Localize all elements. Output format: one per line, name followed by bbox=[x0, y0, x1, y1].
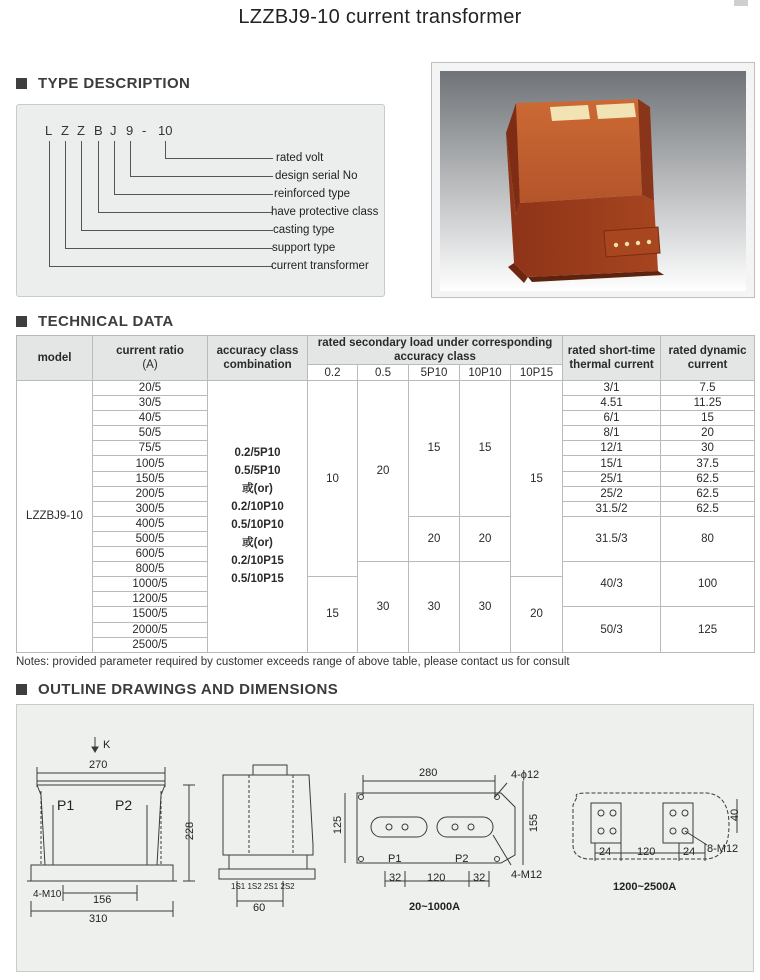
range-label-large: 1200~2500A bbox=[613, 881, 677, 893]
thermal-cell: 12/1 bbox=[563, 441, 661, 456]
dim-310: 310 bbox=[89, 913, 108, 925]
ratio-cell: 75/5 bbox=[93, 441, 208, 456]
k-arrowhead bbox=[92, 747, 98, 752]
header-class: 10P15 bbox=[511, 365, 563, 381]
thermal-cell: 40/3 bbox=[563, 562, 661, 607]
dim-24-right: 24 bbox=[683, 846, 696, 858]
dim-k: K bbox=[103, 739, 111, 751]
type-meaning: design serial No bbox=[275, 170, 358, 182]
dynamic-cell: 20 bbox=[661, 426, 755, 441]
ratio-cell: 150/5 bbox=[93, 471, 208, 486]
thermal-cell: 15/1 bbox=[563, 456, 661, 471]
technical-data-table bbox=[16, 335, 755, 653]
label-p1-top: P1 bbox=[388, 853, 402, 865]
dynamic-cell: 80 bbox=[661, 516, 755, 561]
dim-156: 156 bbox=[93, 894, 112, 906]
outline-title: OUTLINE DRAWINGS AND DIMENSIONS bbox=[38, 681, 339, 698]
code-char: - bbox=[142, 123, 147, 138]
mount-hole bbox=[359, 857, 364, 862]
dynamic-cell: 100 bbox=[661, 562, 755, 607]
code-char: J bbox=[110, 123, 117, 138]
table-notes: Notes: provided parameter required by customer exceeds range of above table, please contact us for consult bbox=[16, 656, 570, 668]
type-description-box bbox=[16, 104, 385, 297]
dim-phi12: 4-ϕ12 bbox=[511, 769, 540, 781]
type-meaning: casting type bbox=[273, 224, 335, 236]
accuracy-line: 0.2/10P15 bbox=[231, 555, 284, 568]
dim-270: 270 bbox=[89, 759, 108, 771]
code-char: B bbox=[94, 123, 103, 138]
secondary-terminals: 1S1 1S2 2S1 2S2 bbox=[231, 882, 295, 891]
load-cell: 10 bbox=[308, 381, 358, 577]
terminal-hole bbox=[468, 824, 474, 830]
page-title: LZZBJ9-10 current transformer bbox=[238, 6, 522, 28]
primary-block bbox=[663, 803, 693, 843]
dynamic-cell: 7.5 bbox=[661, 381, 755, 396]
primary-p2 bbox=[437, 817, 493, 837]
header-model: model bbox=[17, 336, 93, 381]
leader-m12 bbox=[493, 835, 511, 865]
primary-p1 bbox=[371, 817, 427, 837]
side-terminal-block bbox=[229, 855, 307, 869]
dynamic-cell: 62.5 bbox=[661, 486, 755, 501]
ratio-cell: 1000/5 bbox=[93, 577, 208, 592]
technical-data-title: TECHNICAL DATA bbox=[38, 313, 174, 330]
type-description-heading bbox=[16, 75, 190, 92]
dim-40: 40 bbox=[729, 808, 742, 822]
dim-m10: 4-M10 bbox=[33, 889, 62, 900]
header-thermal: rated short-time thermal current bbox=[563, 336, 661, 381]
ratio-cell: 600/5 bbox=[93, 547, 208, 562]
terminal-hole bbox=[402, 824, 408, 830]
thermal-cell: 3/1 bbox=[563, 381, 661, 396]
load-cell: 30 bbox=[409, 562, 460, 653]
accuracy-cell bbox=[208, 381, 308, 653]
type-meaning: reinforced type bbox=[274, 188, 351, 200]
ratio-cell: 200/5 bbox=[93, 486, 208, 501]
dim-60: 60 bbox=[253, 902, 266, 914]
thermal-cell: 31.5/3 bbox=[563, 516, 661, 561]
dynamic-cell: 37.5 bbox=[661, 456, 755, 471]
code-char: Z bbox=[61, 123, 69, 138]
dynamic-cell: 62.5 bbox=[661, 471, 755, 486]
accuracy-line: 0.2/5P10 bbox=[234, 447, 281, 460]
accuracy-line: 0.5/10P10 bbox=[231, 519, 284, 532]
side-base bbox=[219, 869, 315, 879]
thermal-cell: 25/2 bbox=[563, 486, 661, 501]
header-class: 0.5 bbox=[358, 365, 409, 381]
header-accuracy: accuracy class combination bbox=[208, 336, 308, 381]
dim-8m12: 8-M12 bbox=[707, 843, 739, 855]
ratio-cell: 800/5 bbox=[93, 562, 208, 577]
load-cell: 15 bbox=[511, 381, 563, 577]
dim-120: 120 bbox=[427, 872, 446, 884]
dim-228: 228 bbox=[184, 821, 197, 841]
base-plate bbox=[31, 865, 173, 881]
mount-hole bbox=[495, 857, 500, 862]
type-meaning: rated volt bbox=[276, 152, 324, 164]
dim-120-large: 120 bbox=[637, 846, 656, 858]
header-class: 5P10 bbox=[409, 365, 460, 381]
header-current-ratio bbox=[93, 336, 208, 381]
load-cell: 30 bbox=[460, 562, 511, 653]
header-class: 10P10 bbox=[460, 365, 511, 381]
ratio-cell: 30/5 bbox=[93, 396, 208, 411]
ratio-cell: 1200/5 bbox=[93, 592, 208, 607]
accuracy-line: 0.5/10P15 bbox=[231, 573, 284, 586]
terminal-hole bbox=[682, 810, 688, 816]
terminal-hole bbox=[670, 828, 676, 834]
header-dynamic: rated dynamic current bbox=[661, 336, 755, 381]
leader-phi12 bbox=[495, 783, 507, 797]
ratio-cell: 400/5 bbox=[93, 516, 208, 531]
code-char: 10 bbox=[158, 123, 173, 138]
load-cell: 15 bbox=[460, 381, 511, 517]
terminal-hole bbox=[670, 810, 676, 816]
inner-line bbox=[53, 805, 147, 865]
technical-data-heading bbox=[16, 313, 174, 330]
label-p2-top: P2 bbox=[455, 853, 469, 865]
corner-mark bbox=[734, 0, 748, 6]
outline-drawing-panel bbox=[16, 704, 754, 972]
accuracy-line: 0.5/5P10 bbox=[234, 465, 281, 478]
dim-125: 125 bbox=[332, 815, 345, 835]
range-label-small: 20~1000A bbox=[409, 901, 461, 913]
outline-heading bbox=[16, 681, 338, 698]
thermal-cell: 4.51 bbox=[563, 396, 661, 411]
code-char: L bbox=[45, 123, 53, 138]
thermal-cell: 50/3 bbox=[563, 607, 661, 652]
ratio-cell: 500/5 bbox=[93, 531, 208, 546]
dynamic-cell: 125 bbox=[661, 607, 755, 652]
header-secondary-load: rated secondary load under corresponding accuracy class bbox=[308, 336, 563, 365]
transformer-illustration bbox=[432, 63, 754, 297]
accuracy-line: 或(or) bbox=[242, 483, 273, 496]
terminal-hole bbox=[598, 828, 604, 834]
top-band bbox=[37, 781, 165, 785]
label-p1: P1 bbox=[57, 797, 75, 813]
header-ratio-label: current ratio bbox=[116, 345, 184, 357]
load-cell: 20 bbox=[358, 381, 409, 562]
ratio-cell: 40/5 bbox=[93, 411, 208, 426]
dim-24-left: 24 bbox=[599, 846, 612, 858]
type-meaning: have protective class bbox=[271, 206, 379, 218]
accuracy-line: 或(or) bbox=[242, 537, 273, 550]
label-p2: P2 bbox=[115, 797, 133, 813]
thermal-cell: 6/1 bbox=[563, 411, 661, 426]
code-char: 9 bbox=[126, 123, 134, 138]
type-description-title: TYPE DESCRIPTION bbox=[38, 75, 191, 92]
heading-square-icon bbox=[16, 78, 27, 89]
load-cell: 20 bbox=[460, 516, 511, 561]
load-cell: 20 bbox=[511, 577, 563, 652]
header-class: 0.2 bbox=[308, 365, 358, 381]
accuracy-line: 0.2/10P10 bbox=[231, 501, 284, 514]
terminal-hole bbox=[452, 824, 458, 830]
dim-m12: 4-M12 bbox=[511, 869, 543, 881]
ratio-cell: 50/5 bbox=[93, 426, 208, 441]
dynamic-cell: 30 bbox=[661, 441, 755, 456]
top-body bbox=[357, 793, 515, 863]
dim-280: 280 bbox=[419, 767, 438, 779]
primary-block bbox=[591, 803, 621, 843]
ratio-cell: 300/5 bbox=[93, 501, 208, 516]
thermal-cell: 25/1 bbox=[563, 471, 661, 486]
outline-drawing bbox=[17, 705, 753, 971]
terminal-hole bbox=[598, 810, 604, 816]
header-ratio-unit: (A) bbox=[142, 359, 158, 371]
load-cell: 15 bbox=[409, 381, 460, 517]
heading-square-icon bbox=[16, 316, 27, 327]
ratio-cell: 2000/5 bbox=[93, 622, 208, 637]
thermal-cell: 8/1 bbox=[563, 426, 661, 441]
side-top-boss bbox=[253, 765, 287, 775]
terminal-hole bbox=[610, 810, 616, 816]
dim-32-right: 32 bbox=[473, 872, 486, 884]
ratio-cell: 100/5 bbox=[93, 456, 208, 471]
dim-32-left: 32 bbox=[389, 872, 402, 884]
terminal-hole bbox=[610, 828, 616, 834]
type-meaning: current transformer bbox=[271, 260, 369, 272]
side-body bbox=[223, 775, 313, 855]
ratio-cell: 2500/5 bbox=[93, 637, 208, 652]
ratio-cell: 1500/5 bbox=[93, 607, 208, 622]
heading-square-icon bbox=[16, 684, 27, 695]
dynamic-cell: 15 bbox=[661, 411, 755, 426]
mount-hole bbox=[359, 795, 364, 800]
type-meaning: support type bbox=[272, 242, 336, 254]
product-photo bbox=[431, 62, 755, 298]
code-char: Z bbox=[77, 123, 85, 138]
load-cell: 30 bbox=[358, 562, 409, 653]
load-cell: 15 bbox=[308, 577, 358, 652]
load-cell: 20 bbox=[409, 516, 460, 561]
dim-155: 155 bbox=[528, 813, 541, 833]
thermal-cell: 31.5/2 bbox=[563, 501, 661, 516]
model-cell: LZZBJ9-10 bbox=[17, 381, 93, 653]
dynamic-cell: 11.25 bbox=[661, 396, 755, 411]
leader-line bbox=[49, 141, 273, 267]
terminal-hole bbox=[386, 824, 392, 830]
ratio-cell: 20/5 bbox=[93, 381, 208, 396]
dynamic-cell: 62.5 bbox=[661, 501, 755, 516]
